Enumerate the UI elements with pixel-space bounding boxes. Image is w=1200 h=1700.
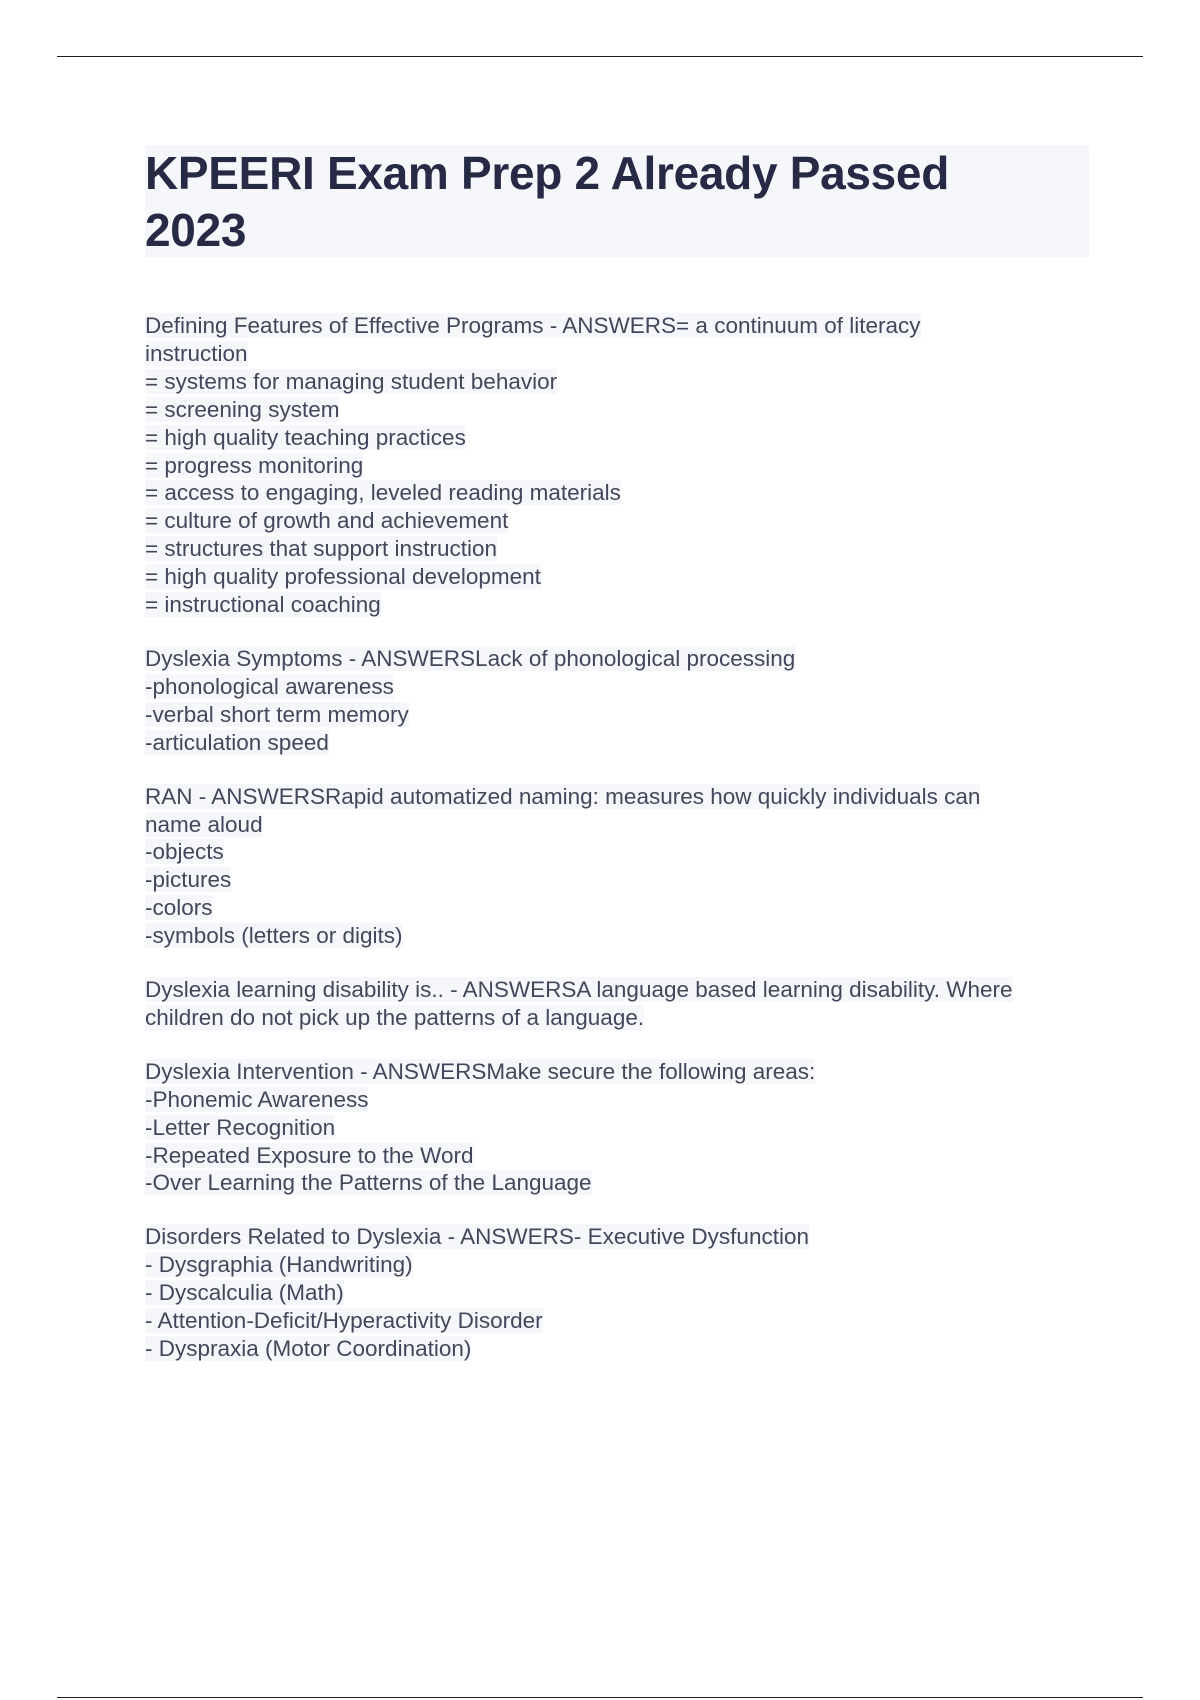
qa-line: [145, 535, 1105, 563]
qa-line-text: RAN - ANSWERSRapid automatized naming: measures how quickly individuals can: [145, 783, 981, 809]
qa-line: [145, 452, 1105, 480]
title-line-2: 2023: [145, 204, 247, 256]
bottom-rule: [57, 1697, 1143, 1698]
title-block: [145, 145, 1089, 257]
title-line-1: KPEERI Exam Prep 2 Already Passed: [145, 147, 950, 199]
qa-line: [145, 645, 1105, 673]
qa-line: [145, 424, 1105, 452]
qa-line: [145, 396, 1105, 424]
qa-entry: [145, 645, 1105, 757]
qa-line-text: Dyslexia Symptoms - ANSWERSLack of phonological processing: [145, 645, 796, 671]
qa-line-text: - Dysgraphia (Handwriting): [145, 1252, 413, 1278]
qa-line: [145, 729, 1105, 757]
qa-line-text: -verbal short term memory: [145, 701, 409, 727]
qa-line-text: -phonological awareness: [145, 673, 394, 699]
qa-line: [145, 1307, 1105, 1335]
qa-line: [145, 783, 1105, 811]
qa-line-text: = screening system: [145, 396, 340, 422]
qa-line: [145, 1004, 1105, 1032]
qa-line: [145, 340, 1105, 368]
qa-line: [145, 479, 1105, 507]
qa-line: [145, 838, 1105, 866]
qa-line: [145, 673, 1105, 701]
qa-line-text: - Dyscalculia (Math): [145, 1280, 344, 1306]
qa-entry: [145, 1223, 1105, 1363]
qa-line: [145, 866, 1105, 894]
qa-line: [145, 1086, 1105, 1114]
qa-entry: [145, 1058, 1105, 1198]
qa-line: [145, 1142, 1105, 1170]
qa-line: [145, 976, 1105, 1004]
qa-line-text: = systems for managing student behavior: [145, 368, 558, 394]
qa-line: [145, 1114, 1105, 1142]
top-rule: [57, 56, 1143, 57]
qa-line-text: instruction: [145, 340, 248, 366]
qa-line: [145, 1223, 1105, 1251]
qa-line-text: -articulation speed: [145, 729, 329, 755]
qa-line-text: name aloud: [145, 811, 263, 837]
qa-line: [145, 563, 1105, 591]
qa-line-text: -objects: [145, 839, 224, 865]
qa-line-text: = high quality teaching practices: [145, 424, 466, 450]
qa-line-text: -Phonemic Awareness: [145, 1086, 369, 1112]
document-body: [145, 312, 1105, 1389]
qa-line-text: - Attention-Deficit/Hyperactivity Disorder: [145, 1308, 543, 1334]
qa-line: [145, 811, 1105, 839]
qa-line-text: - Dyspraxia (Motor Coordination): [145, 1336, 472, 1361]
qa-line: [145, 312, 1105, 340]
qa-line-text: children do not pick up the patterns of a language.: [145, 1004, 645, 1030]
qa-line-text: = access to engaging, leveled reading materials: [145, 480, 621, 506]
qa-line: [145, 507, 1105, 535]
qa-line-text: Disorders Related to Dyslexia - ANSWERS- Executive Dysfunction: [145, 1224, 809, 1250]
qa-line-text: = progress monitoring: [145, 452, 364, 478]
qa-line-text: -colors: [145, 895, 213, 921]
qa-line-text: = high quality professional development: [145, 564, 541, 590]
qa-line-text: Dyslexia Intervention - ANSWERSMake secure the following areas:: [145, 1058, 816, 1084]
qa-line: [145, 1058, 1105, 1086]
qa-line-text: -pictures: [145, 867, 232, 893]
qa-line: [145, 922, 1105, 950]
qa-line: [145, 1335, 1105, 1363]
qa-line: [145, 1169, 1105, 1197]
qa-line: [145, 1251, 1105, 1279]
qa-line: [145, 894, 1105, 922]
qa-line: [145, 1279, 1105, 1307]
qa-line-text: = culture of growth and achievement: [145, 508, 509, 534]
qa-line-text: -Letter Recognition: [145, 1114, 336, 1140]
qa-line-text: -Repeated Exposure to the Word: [145, 1142, 474, 1168]
qa-entry: [145, 312, 1105, 619]
document-title: [145, 145, 1089, 259]
qa-line-text: = structures that support instruction: [145, 536, 498, 562]
qa-line-text: -Over Learning the Patterns of the Language: [145, 1170, 592, 1196]
qa-entry: [145, 783, 1105, 950]
qa-line-text: Dyslexia learning disability is.. - ANSWERSA language based learning disability. Where: [145, 977, 1013, 1003]
qa-line-text: -symbols (letters or digits): [145, 923, 403, 949]
qa-line: [145, 701, 1105, 729]
qa-line-text: Defining Features of Effective Programs - ANSWERS= a continuum of literacy: [145, 313, 921, 338]
qa-line: [145, 368, 1105, 396]
qa-line-text: = instructional coaching: [145, 592, 381, 618]
qa-line: [145, 591, 1105, 619]
qa-entry: [145, 976, 1105, 1032]
